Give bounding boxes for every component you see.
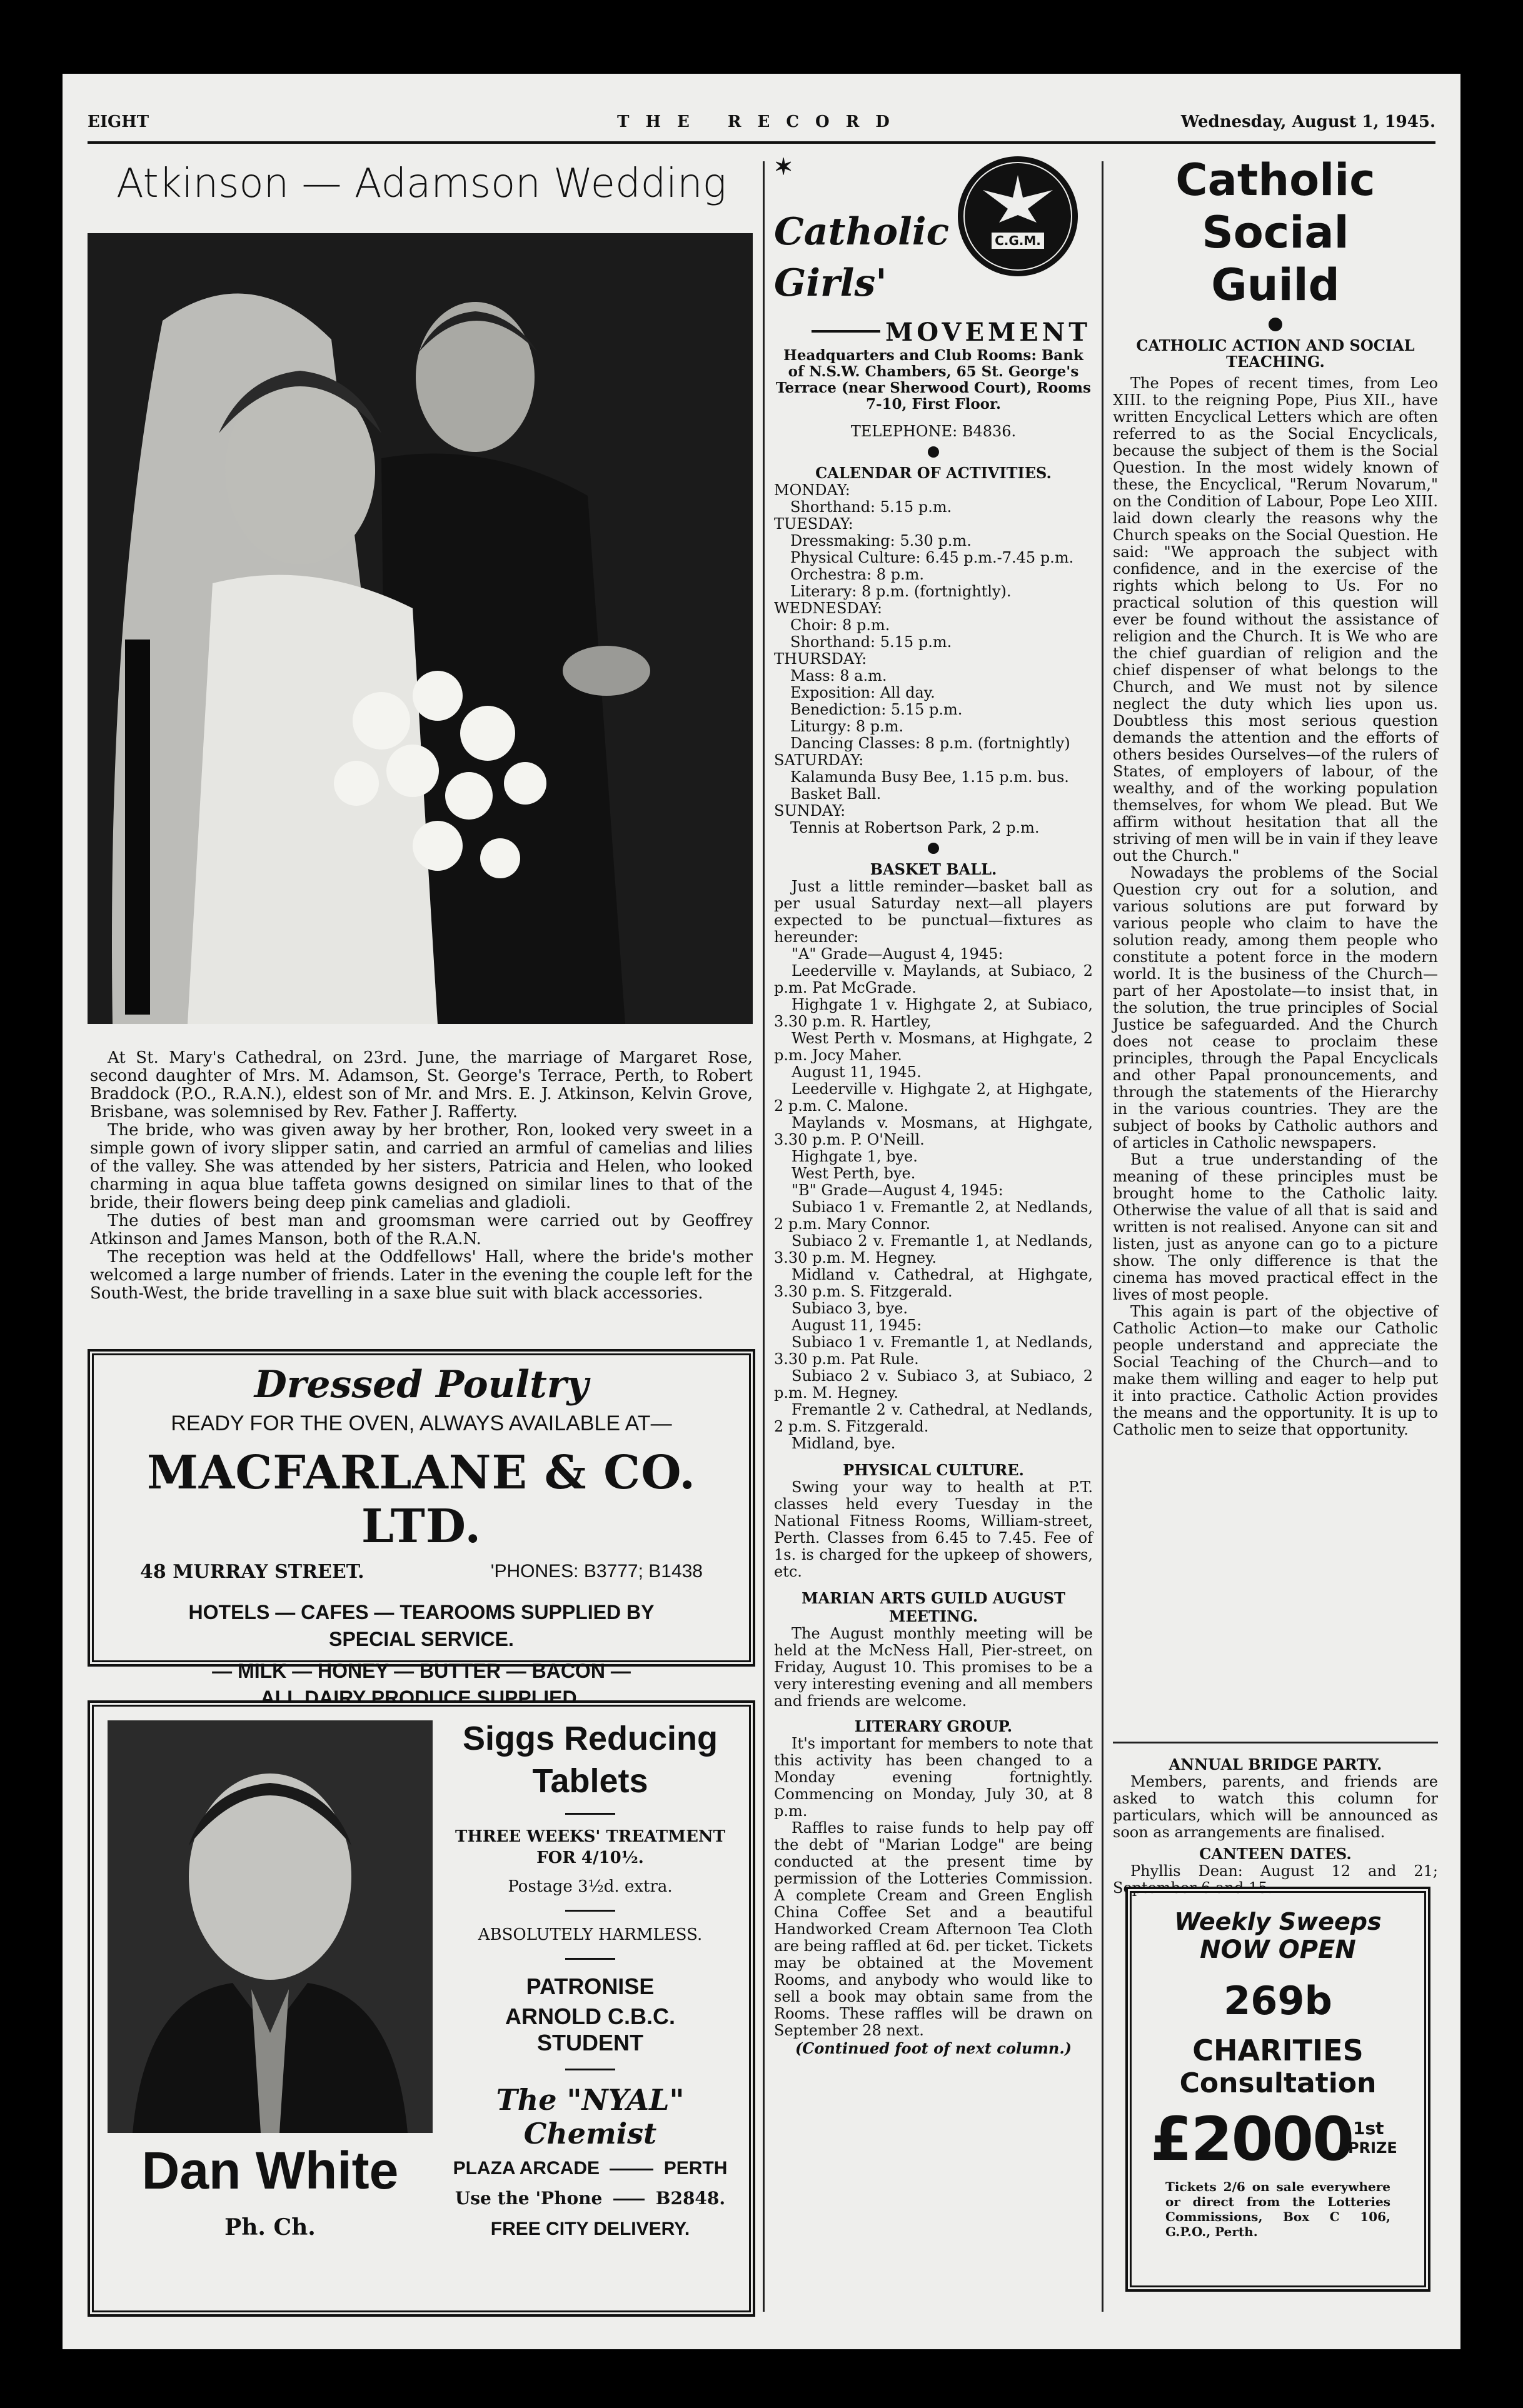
lottery-tickets: Tickets 2/6 on sale everywhere or direct from the Lotteries Commissions, Box C 106, G.P.O., Perth. (1165, 2179, 1390, 2239)
bridge-text: Members, parents, and friends are asked to watch this column for particulars, which will be announced as soon as arrangements are finalised. (1113, 1773, 1438, 1841)
calendar-item: Dressmaking: 5.30 p.m. (790, 532, 972, 549)
calendar-item: Dancing Classes: 8 p.m. (fortnightly) (790, 735, 1070, 752)
treatment-line-2: FOR 4/10½. (536, 1849, 644, 1867)
calendar-day: SATURDAY: (774, 751, 864, 769)
csg-paragraph: Nowadays the problems of the Social Question cry out for a solution, and various solutions are put forward by various people who claim to have the solution ready, among them people who constitute a potent force in the modern world. It is the business of the Church—part of her Apostolate—to insist that, in the solution, the true principles of Social Justice be safeguarded. And the Church does not cease to proclaim these principles, through the Papal Encyclicals and other Papal pronouncements, and through the statements of the Hierarchy in the various countries. They are the subject of books by Catholic authors and of articles in Catholic newspapers. (1113, 864, 1438, 1151)
lottery-ad (1125, 1887, 1430, 2292)
section-rule (1113, 1742, 1438, 1743)
calendar-item: Physical Culture: 6.45 p.m.-7.45 p.m. (790, 549, 1074, 566)
cgm-masthead (774, 154, 1093, 348)
canteen-text: Phyllis Dean: August 12 and 21; September 6 and 15. (1113, 1862, 1438, 1897)
raffles-text: Raffles to raise funds to help pay off the debt of "Marian Lodge" are being conducted at the present time by permission of the Lotteries Commission. A complete Cream and Green English China Coffee Set and a beautiful Handworked Cream Afternoon Tea Cloth are being raffled at 6d. per ticket. Tickets may be obtained at the Movement Rooms, and anybody who would like to sell a book may obtain same from the Rooms. These raffles will be drawn on September 28 next. (774, 1819, 1093, 2039)
prize-word: PRIZE (1348, 2139, 1397, 2157)
bullet-divider (928, 446, 939, 458)
emblem-text: C.G.M. (995, 233, 1041, 248)
calendar-day: WEDNESDAY: (774, 599, 882, 617)
marian-text: The August monthly meeting will be held at the McNess Hall, Pier-street, on Friday, August 10. This promises to be a very interesting evening and all members and friends are welcome. (774, 1625, 1093, 1710)
poultry-line5: ALL DAIRY PRODUCE SUPPLIED. (260, 1687, 583, 1709)
phone-number: B2848. (655, 2188, 726, 2209)
divider (565, 1910, 615, 1912)
poultry-line3: SPECIAL SERVICE. (329, 1628, 514, 1650)
product-title-1: Siggs Reducing (462, 1720, 718, 1757)
chemist-address (453, 2158, 728, 2179)
calendar-list (774, 482, 1093, 836)
fixture-line: Highgate 1 v. Highgate 2, at Subiaco, 3.30 p.m. R. Hartley, (774, 996, 1093, 1030)
prize-rank: 1st (1353, 2118, 1384, 2139)
lottery-line-2: NOW OPEN (1200, 1935, 1356, 1964)
fixture-line: "B" Grade—August 4, 1945: (792, 1181, 1003, 1199)
continued-note: (Continued foot of next column.) (795, 2039, 1072, 2057)
issue-date: Wednesday, August 1, 1945. (1180, 113, 1435, 131)
arcade-city: PERTH (663, 2158, 728, 2179)
fixture-line: August 11, 1945: (792, 1317, 922, 1334)
calendar-item: Kalamunda Busy Bee, 1.15 p.m. bus. (790, 768, 1069, 786)
csg-paragraph: But a true understanding of the meaning of these principles must be brought home to the Catholic laity. Otherwise the value of all that is said and written is not realised. Anyone can sit and listen, just as anyone can go to a picture show. The only difference is that the cinema has moved practical effect in the lives of most people. (1113, 1151, 1438, 1303)
calendar-item: Shorthand: 5.15 p.m. (790, 498, 952, 516)
portrait-illustration (108, 1720, 433, 2133)
wedding-article (90, 154, 753, 209)
column-rule-2 (1102, 161, 1103, 2312)
fixture-line: August 11, 1945. (792, 1063, 922, 1081)
cgm-name-2: Girls' (774, 261, 887, 305)
fixture-line: Subiaco 2 v. Fremantle 1, at Nedlands, 3.30 p.m. M. Hegney. (774, 1232, 1093, 1267)
marian-title: MARIAN ARTS GUILD AUGUST MEETING. (802, 1589, 1065, 1625)
basketball-title: BASKET BALL. (870, 860, 997, 878)
csg-article (1113, 375, 1438, 1438)
chemist-phone (453, 2188, 728, 2209)
calendar-item: Liturgy: 8 p.m. (790, 718, 904, 735)
csg-title-2: Guild (1211, 259, 1340, 311)
csg-paragraph: The Popes of recent times, from Leo XIII. to the reigning Pope, Pius XII., have written Encyclical Letters which are often referred to as the Social Encyclicals, because the subject of them is the Social Question. In the most widely known of these, the Encyclical, "Rerum Novarum," on the Condition of Labour, Pope Leo XIII. laid down clearly the reasons why the Church speaks on the Social Question. He said: "We approach the subject with confidence, and in the exercise of the rights which belong to Us. For no practical solution of this question will ever be found without the assistance of religion and the Church. It is We who are the chief guardian of religion and the chief dispenser of what belongs to the Church, and We must not by silence neglect the duty which lies upon us. Doubtless this most serious question demands the attention and the efforts of others besides Ourselves—of the rulers of States, of employers of labour, of the wealthy, and of the working population themselves, for whom We plead. But We affirm without hesitation that all the striving of men will be in vain if they leave out the Church." (1113, 374, 1438, 865)
cgm-emblem-icon (943, 154, 1093, 279)
chemist-shop-name: The "NYAL" Chemist (496, 2083, 685, 2150)
patronise-line-1: PATRONISE (526, 1974, 655, 1999)
poultry-line2: HOTELS — CAFES — TEAROOMS SUPPLIED BY (188, 1601, 655, 1623)
csg-paragraph: This again is part of the objective of Catholic Action—to make our Catholic people understand and appreciate the Social Teaching of the Church—and to make them willing and eager to help put it into practice. Catholic Action provides the means and the opportunity. It is up to Catholic men to seize that opportunity. (1113, 1303, 1438, 1438)
wedding-title: Atkinson — Adamson Wedding (116, 161, 727, 207)
literary-title: LITERARY GROUP. (854, 1717, 1013, 1735)
harmless-line: ABSOLUTELY HARMLESS. (478, 1925, 703, 1944)
treatment-line-1: THREE WEEKS' TREATMENT (455, 1827, 725, 1846)
fixture-line: Fremantle 2 v. Cathedral, at Nedlands, 2 p.m. S. Fitzgerald. (774, 1401, 1093, 1435)
fixture-line: Subiaco 1 v. Fremantle 2, at Nedlands, 2 p.m. Mary Connor. (774, 1198, 1093, 1233)
prize-amount: £2000 (1150, 2104, 1353, 2174)
cgm-telephone: TELEPHONE: B4836. (850, 423, 1017, 440)
fixture-line: Leederville v. Maylands, at Subiaco, 2 p.m. Pat McGrade. (774, 962, 1093, 996)
fixture-line: Maylands v. Mosmans, at Highgate, 3.30 p.m. P. O'Neill. (774, 1114, 1093, 1148)
divider (565, 1813, 615, 1815)
fixture-line: "A" Grade—August 4, 1945: (792, 945, 1003, 963)
fixture-line: Midland, bye. (792, 1435, 896, 1452)
chemist-details (453, 1719, 728, 2240)
product-title-2: Tablets (532, 1762, 648, 1800)
delivery-line: FREE CITY DELIVERY. (490, 2219, 690, 2239)
page-number: EIGHT (88, 113, 149, 131)
calendar-item: Orchestra: 8 p.m. (790, 566, 924, 583)
csg-subtitle: CATHOLIC ACTION AND SOCIAL TEACHING. (1136, 336, 1415, 371)
poultry-title: Dressed Poultry (254, 1363, 589, 1407)
fixture-line: Midland v. Cathedral, at Highgate, 3.30 p.m. S. Fitzgerald. (774, 1266, 1093, 1300)
company-name: MACFARLANE & CO. LTD. (147, 1446, 696, 1553)
calendar-item: Basket Ball. (790, 785, 882, 803)
calendar-day: THURSDAY: (774, 650, 867, 668)
newspaper-page (63, 74, 1460, 2349)
basketball-intro: Just a little reminder—basket ball as per usual Saturday next—all players expected to be punctual—fixtures as hereunder: (774, 878, 1093, 946)
poultry-line4: — MILK — HONEY — BUTTER — BACON — (212, 1660, 631, 1682)
wedding-paragraph: The bride, who was given away by her brother, Ron, looked very sweet in a simple gown of ivory slipper satin, and carried an armful of camelias and lilies of the valley. She was attended by her sisters, Patricia and Helen, who looked charming in aqua blue taffeta gowns designed on similar lines to that of the bride, their flowers being deep pink camelias and gladioli. (90, 1121, 753, 1212)
canteen-title: CANTEEN DATES. (1199, 1845, 1352, 1863)
cgm-column (774, 154, 1093, 2057)
column-rule-1 (763, 161, 765, 2312)
csg-title-1: Catholic Social (1175, 154, 1375, 258)
star-icon: ✶ (774, 154, 793, 180)
calendar-item: Shorthand: 5.15 p.m. (790, 633, 952, 651)
fixture-line: Subiaco 3, bye. (792, 1300, 908, 1317)
lottery-charities: CHARITIES (1192, 2034, 1364, 2067)
divider (565, 1958, 615, 1960)
fixture-line: Subiaco 1 v. Fremantle 1, at Nedlands, 3.30 p.m. Pat Rule. (774, 1333, 1093, 1368)
literary-text: It's important for members to note that this activity has been changed to a Monday evening fortnightly. Commencing on Monday, July 30, at 8 p.m. (774, 1735, 1093, 1820)
calendar-day: MONDAY: (774, 481, 850, 499)
fixture-line: West Perth v. Mosmans, at Highgate, 2 p.m. Jocy Maher. (774, 1030, 1093, 1064)
pc-title: PHYSICAL CULTURE. (843, 1461, 1024, 1479)
calendar-item: Benediction: 5.15 p.m. (790, 701, 963, 718)
lottery-consultation: Consultation (1179, 2067, 1377, 2099)
wedding-text (90, 1049, 753, 1303)
csg-column (1113, 154, 1438, 1438)
bullet-divider (1269, 318, 1282, 331)
pharmacist-qualification: Ph. Ch. (224, 2214, 316, 2240)
wedding-paragraph: The duties of best man and groomsman were carried out by Geoffrey Atkinson and James Manson, both of the R.A.N. (90, 1212, 753, 1248)
fixture-line: Leederville v. Highgate 2, at Highgate, 2 p.m. C. Malone. (774, 1080, 1093, 1115)
pharmacist-name: Dan White (141, 2141, 399, 2200)
calendar-item: Choir: 8 p.m. (790, 616, 890, 634)
poultry-address: 48 MURRAY STREET. (140, 1561, 364, 1583)
wedding-photo (88, 233, 753, 1024)
phone-label: Use the 'Phone (455, 2188, 603, 2209)
calendar-day: TUESDAY: (774, 515, 853, 533)
fixture-line: Subiaco 2 v. Subiaco 3, at Subiaco, 2 p.m. M. Hegney. (774, 1367, 1093, 1402)
pc-text: Swing your way to health at P.T. classes held every Tuesday in the National Fitness Rooms, William-street, Perth. Classes from 6.45 to 7.45. Fee of 1s. is charged for the upkeep of showers, etc. (774, 1478, 1093, 1580)
poultry-ad (88, 1349, 755, 1709)
arcade-name: PLAZA ARCADE (453, 2158, 600, 2179)
basketball-fixtures (774, 946, 1093, 1452)
poultry-phones: 'PHONES: B3777; B1438 (490, 1561, 703, 1582)
bridge-title: ANNUAL BRIDGE PARTY. (1169, 1755, 1382, 1773)
calendar-item: Mass: 8 a.m. (790, 667, 887, 685)
fixture-line: West Perth, bye. (792, 1165, 916, 1182)
paper-name: THE RECORD (617, 113, 906, 131)
cgm-name-3: MOVEMENT (885, 318, 1092, 347)
wedding-paragraph: At St. Mary's Cathedral, on 23rd. June, the marriage of Margaret Rose, second daughter of Mrs. M. Adamson, St. George's Terrace, Perth, to Robert Braddock (P.O., R.A.N.), eldest son of Mr. and Mrs. E. J. Atkinson, Kelvin Grove, Brisbane, was solemnised by Rev. Father J. Rafferty. (90, 1048, 753, 1121)
calendar-day: SUNDAY: (774, 802, 846, 820)
patronise-line-2: ARNOLD C.B.C. STUDENT (505, 2004, 675, 2055)
chemist-ad (88, 1700, 755, 2317)
movement-line (812, 318, 1093, 347)
cgm-headquarters: Headquarters and Club Rooms: Bank of N.S.W. Chambers, 65 St. George's Terrace (near Sherwood Court), Rooms 7-10, First Floor. (776, 347, 1091, 413)
csg-notices (1113, 1755, 1438, 1897)
calendar-title: CALENDAR OF ACTIVITIES. (815, 464, 1052, 482)
pharmacist-portrait (108, 1720, 433, 2133)
wedding-paragraph: The reception was held at the Oddfellows' Hall, where the bride's mother welcomed a large number of friends. Later in the evening the couple left for the South-West, the bride travelling in a saxe blue suit with black accessories. (90, 1248, 753, 1303)
poultry-contact (90, 1561, 753, 1588)
calendar-item: Tennis at Robertson Park, 2 p.m. (790, 819, 1040, 836)
cgm-name-1: Catholic (774, 210, 950, 254)
lottery-number: 269b (1224, 1978, 1332, 2024)
calendar-item: Literary: 8 p.m. (fortnightly). (790, 583, 1012, 600)
masthead (88, 104, 1435, 144)
divider (565, 2069, 615, 2070)
lottery-prize (1128, 2104, 1428, 2173)
calendar-item: Exposition: All day. (790, 684, 935, 701)
fixture-line: Highgate 1, bye. (792, 1148, 918, 1165)
poultry-line1: READY FOR THE OVEN, ALWAYS AVAILABLE AT— (171, 1412, 672, 1435)
lottery-line-1: Weekly Sweeps (1174, 1908, 1382, 1935)
bullet-divider (928, 843, 939, 854)
wedding-photo-illustration (88, 233, 753, 1024)
postage-line: Postage 3½d. extra. (508, 1877, 673, 1896)
